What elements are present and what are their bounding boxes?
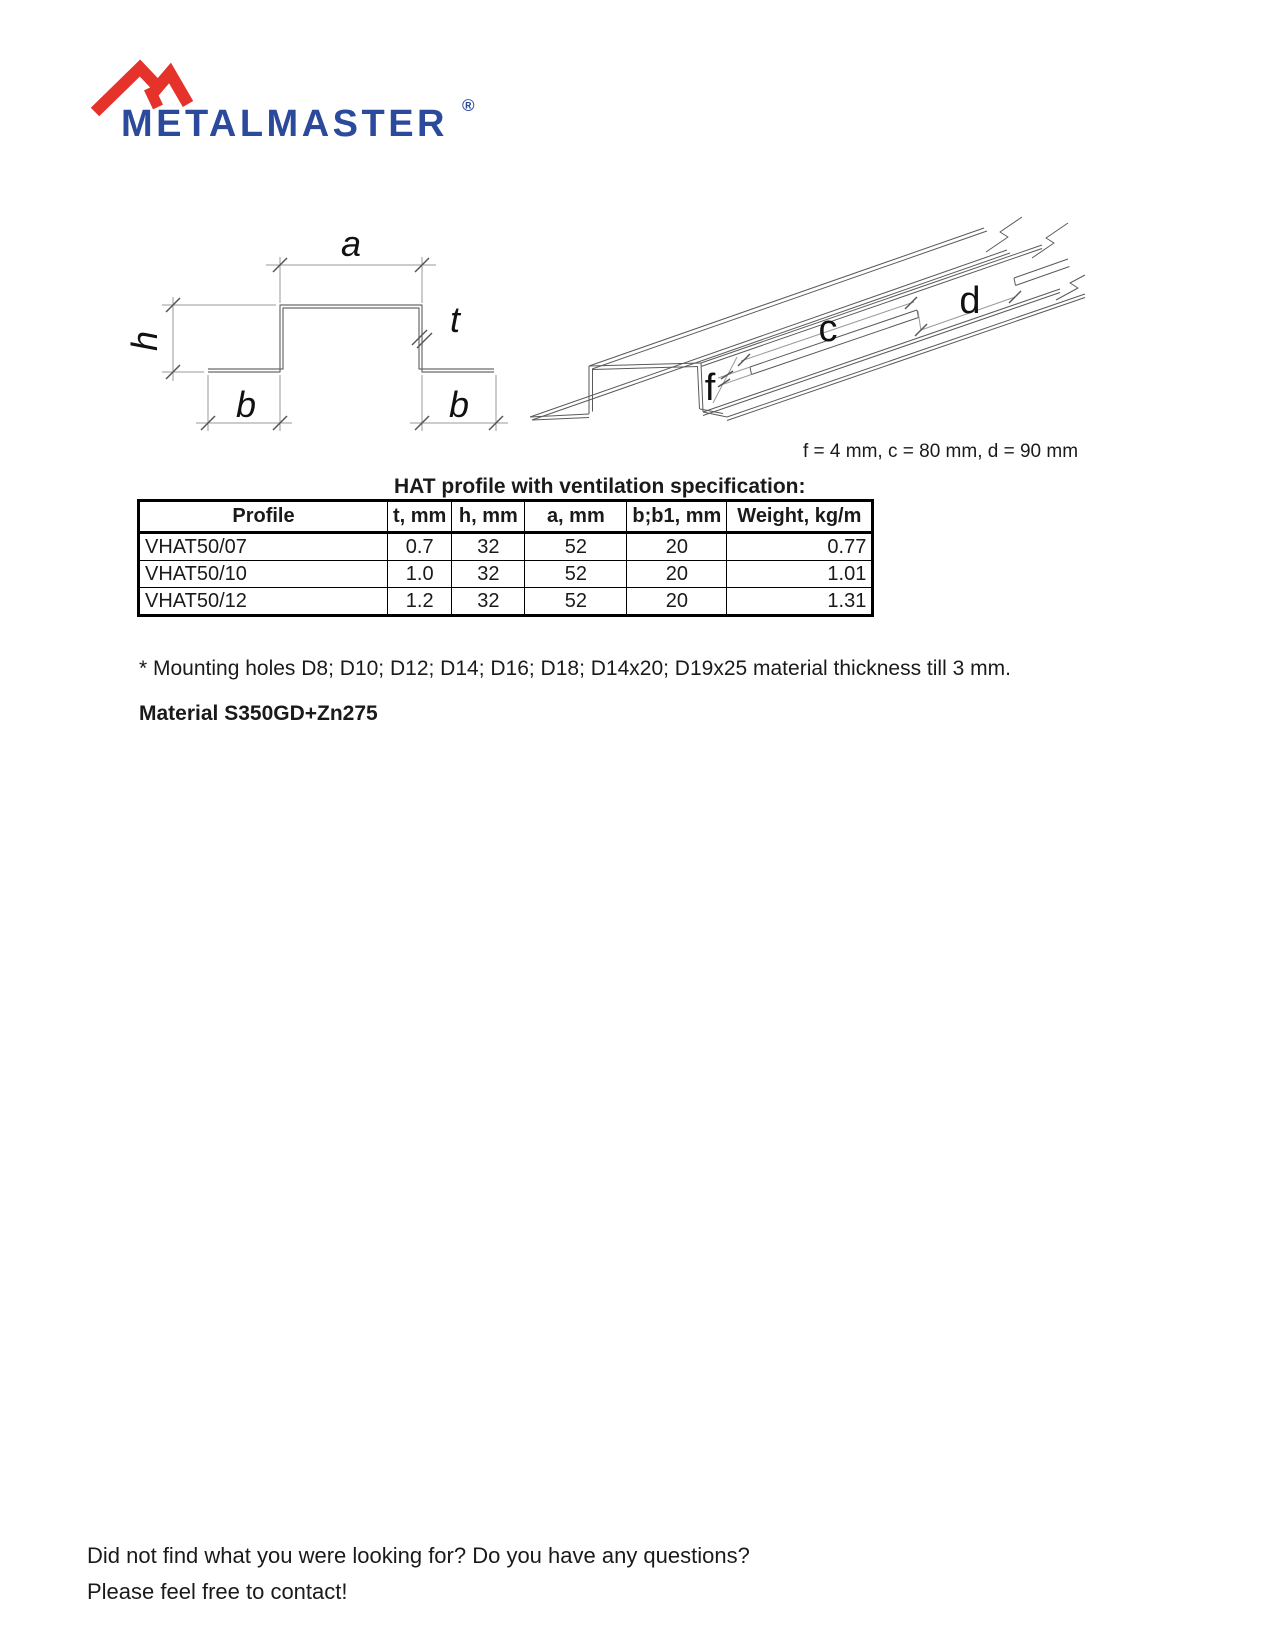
col-header-b: b;b1, mm xyxy=(627,501,727,533)
cell-a: 52 xyxy=(525,588,627,616)
dimension-note: f = 4 mm, c = 80 mm, d = 90 mm xyxy=(803,441,1079,462)
brand-text: METALMASTER xyxy=(121,103,448,145)
cell-weight: 1.31 xyxy=(727,588,873,616)
cell-b: 20 xyxy=(627,533,727,561)
footer-line-2: Please feel free to contact! xyxy=(87,1579,348,1604)
footer-line-1: Did not find what you were looking for? Do you have any questions? xyxy=(87,1543,750,1568)
col-header-t: t, mm xyxy=(388,501,452,533)
dim-label-f: f xyxy=(704,367,716,409)
technical-drawing xyxy=(0,205,1275,470)
registered-mark: ® xyxy=(462,96,475,115)
cell-a: 52 xyxy=(525,561,627,588)
col-header-h: h, mm xyxy=(452,501,525,533)
footer xyxy=(87,1538,750,1610)
mounting-holes-note: * Mounting holes D8; D10; D12; D14; D16; D18; D14x20; D19x25 material thickness till 3 mm. xyxy=(139,657,1011,680)
cell-b: 20 xyxy=(627,561,727,588)
dim-label-d: d xyxy=(959,280,981,322)
dim-label-t: t xyxy=(450,299,461,340)
col-header-a: a, mm xyxy=(525,501,627,533)
col-header-weight: Weight, kg/m xyxy=(727,501,873,533)
material-note: Material S350GD+Zn275 xyxy=(139,702,378,725)
cross-section-drawing xyxy=(124,223,508,431)
cell-h: 32 xyxy=(452,588,525,616)
cell-t: 0.7 xyxy=(388,533,452,561)
cell-a: 52 xyxy=(525,533,627,561)
table-row xyxy=(139,561,873,588)
cell-profile: VHAT50/07 xyxy=(139,533,388,561)
table-title: HAT profile with ventilation specification: xyxy=(394,475,806,498)
spec-table xyxy=(137,499,874,617)
cell-h: 32 xyxy=(452,561,525,588)
cell-weight: 0.77 xyxy=(727,533,873,561)
dim-label-b-left: b xyxy=(235,384,257,425)
dim-label-b-right: b xyxy=(448,384,470,425)
cell-weight: 1.01 xyxy=(727,561,873,588)
col-header-profile: Profile xyxy=(139,501,388,533)
cell-b: 20 xyxy=(627,588,727,616)
isometric-drawing xyxy=(530,217,1085,421)
table-header-row xyxy=(139,501,873,533)
cell-t: 1.0 xyxy=(388,561,452,588)
table-row xyxy=(139,588,873,616)
cell-profile: VHAT50/12 xyxy=(139,588,388,616)
dim-label-c: c xyxy=(818,308,838,350)
cell-profile: VHAT50/10 xyxy=(139,561,388,588)
table-row xyxy=(139,533,873,561)
dim-label-a: a xyxy=(340,223,362,264)
metalmaster-logo xyxy=(0,0,520,160)
cell-t: 1.2 xyxy=(388,588,452,616)
cell-h: 32 xyxy=(452,533,525,561)
dim-label-h: h xyxy=(124,330,165,352)
